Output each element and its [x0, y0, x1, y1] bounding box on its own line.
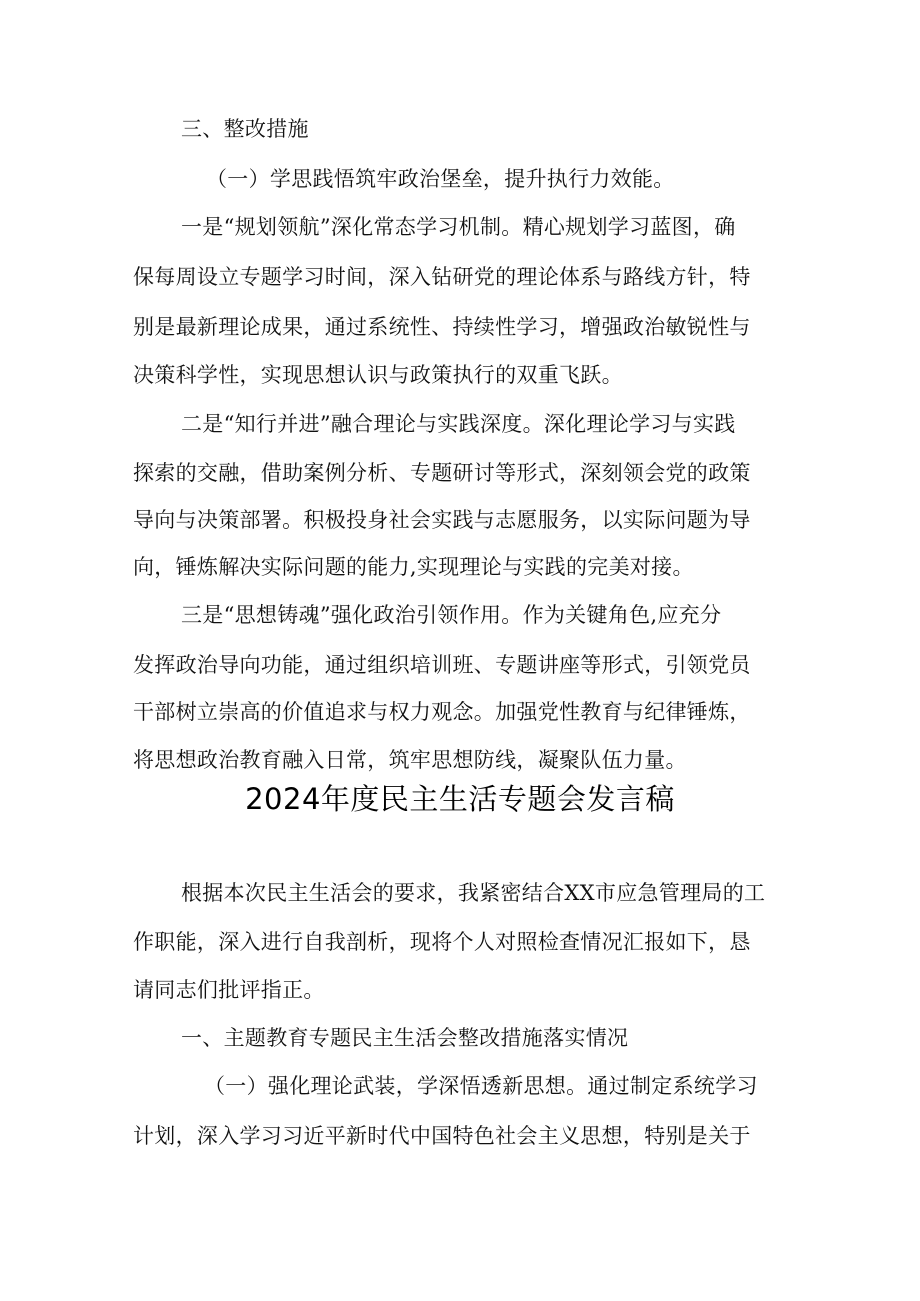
paragraph-line: 别是最新理论成果，通过系统性、持续性学习，增强政治敏锐性与 — [133, 315, 751, 339]
paragraph-line: 一是“规划领航”深化常态学习机制。精心规划学习蓝图，确 — [181, 215, 736, 239]
section-heading: 三、整改措施 — [181, 117, 309, 141]
document-title: 2024年度民主生活专题会发言稿 — [245, 782, 675, 816]
paragraph-line: 根据本次民主生活会的要求，我紧密结合XX市应急管理局的工 — [181, 881, 766, 905]
section-heading: 一、主题教育专题民主生活会整改措施落实情况 — [181, 1026, 629, 1050]
paragraph-line: 二是“知行并进”融合理论与实践深度。深化理论学习与实践 — [181, 412, 736, 436]
paragraph-line: 导向与决策部署。积极投身社会实践与志愿服务，以实际问题为导 — [133, 508, 751, 532]
paragraph-line: 作职能，深入进行自我剖析，现将个人对照检查情况汇报如下，恳 — [133, 930, 751, 954]
paragraph-line: 三是“思想铸魂”强化政治引领作用。作为关键角色,应充分 — [181, 603, 722, 627]
paragraph-line: 请同志们批评指正。 — [133, 978, 325, 1002]
paragraph-line: 保每周设立专题学习时间，深入钻研党的理论体系与路线方针，特 — [133, 265, 751, 289]
subsection-heading: （一）学思践悟筑牢政治堡垒，提升执行力效能。 — [206, 167, 675, 191]
paragraph-line: 决策科学性，实现思想认识与政策执行的双重飞跃。 — [133, 363, 623, 387]
paragraph-line: 将思想政治教育融入日常，筑牢思想防线，凝聚队伍力量。 — [133, 748, 687, 772]
paragraph-line: 向，锤炼解决实际问题的能力,实现理论与实践的完美对接。 — [133, 555, 694, 579]
paragraph-line: 探索的交融，借助案例分析、专题研讨等形式，深刻领会党的政策 — [133, 461, 751, 485]
paragraph-line: 计划，深入学习习近平新时代中国特色社会主义思想，特别是关于 — [133, 1124, 751, 1148]
paragraph-line: 发挥政治导向功能，通过组织培训班、专题讲座等形式，引领党员 — [133, 653, 751, 677]
paragraph-line: （一）强化理论武装，学深悟透新思想。通过制定系统学习 — [204, 1074, 758, 1098]
paragraph-line: 干部树立崇高的价值追求与权力观念。加强党性教育与纪律锤炼， — [133, 700, 751, 724]
